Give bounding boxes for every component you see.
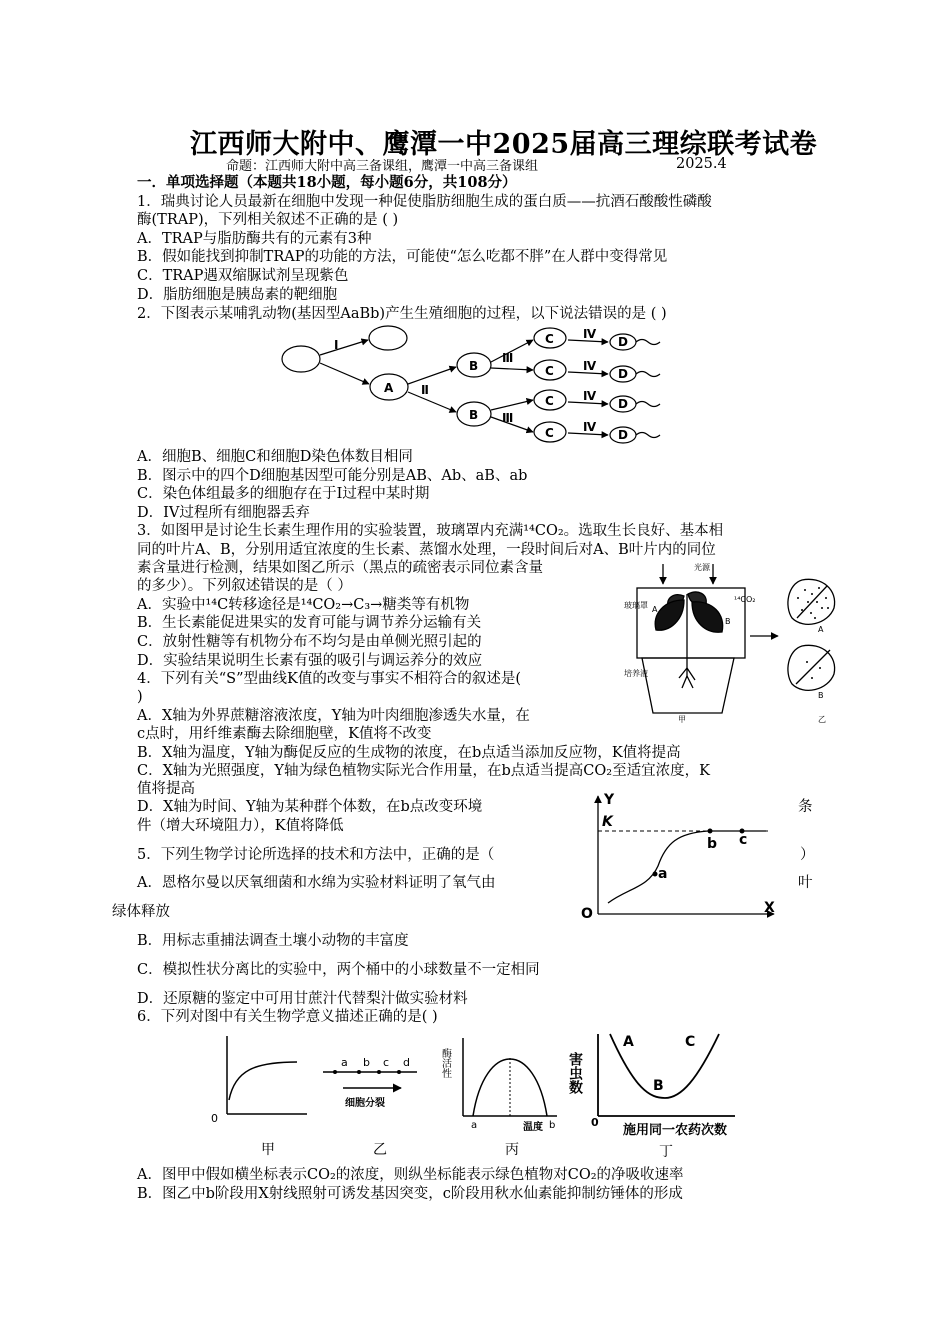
q4-option-d-tail: 条 bbox=[798, 799, 813, 815]
exam-date: 2025.4 bbox=[676, 156, 727, 172]
svg-text:Ⅳ: Ⅳ bbox=[583, 327, 597, 341]
svg-text:0: 0 bbox=[211, 1112, 218, 1125]
q5-option-a-line1: A．恩格尔曼以厌氧细菌和水绵为实验材料证明了氧气由 bbox=[137, 875, 496, 891]
svg-text:Ⅳ: Ⅳ bbox=[583, 359, 597, 373]
svg-text:A: A bbox=[818, 625, 824, 634]
q1-stem-line2: 酶(TRAP)，下列相关叙述不正确的是 ( ) bbox=[137, 212, 399, 228]
q5-stem-tail: ） bbox=[800, 847, 815, 863]
svg-text:细胞分裂: 细胞分裂 bbox=[345, 1098, 385, 1109]
q6-figures bbox=[205, 1030, 745, 1166]
q3-stem-line2: 同的叶片A、B，分别用适宜浓度的生长素、蒸馏水处理，一段时间后对A、B叶片内的同位 bbox=[137, 542, 716, 558]
q2-option-a: A．细胞B、细胞C和细胞D染色体数目相同 bbox=[137, 449, 413, 465]
q4-stem-line1: 4．下列有关“S”型曲线K值的改变与事实不相符合的叙述是( bbox=[137, 671, 521, 687]
q4-option-d-line2: 件（增大环境阻力），K值将降低 bbox=[137, 818, 344, 834]
svg-text:X: X bbox=[764, 900, 775, 916]
svg-text:Ⅲ: Ⅲ bbox=[502, 351, 514, 365]
svg-text:培养液: 培养液 bbox=[624, 669, 648, 678]
svg-text:b: b bbox=[549, 1120, 556, 1131]
q4-option-a-line1: A．X轴为外界蔗糖溶液浓度，Y轴为叶肉细胞渗透失水量，在 bbox=[137, 708, 530, 724]
q1-option-a: A．TRAP与脂肪酶共有的元素有3种 bbox=[137, 231, 372, 247]
svg-text:Ⅳ: Ⅳ bbox=[583, 389, 597, 403]
q6-option-b: B．图乙中b阶段用X射线照射可诱发基因突变，c阶段用秋水仙素能抑制纺锤体的形成 bbox=[137, 1186, 683, 1202]
svg-text:C: C bbox=[685, 1034, 696, 1050]
q4-s-curve-graph bbox=[578, 788, 780, 920]
svg-text:A: A bbox=[384, 381, 394, 395]
q3-stem-line4: 的多少）。下列叙述错误的是（ ） bbox=[137, 578, 352, 594]
q3-option-a: A．实验中¹⁴C转移途径是¹⁴CO₂→C₃→糖类等有机物 bbox=[137, 597, 470, 613]
svg-text:甲: 甲 bbox=[678, 715, 686, 724]
svg-text:Ⅳ: Ⅳ bbox=[583, 420, 597, 434]
svg-text:a: a bbox=[658, 866, 668, 882]
q3-option-c: C．放射性糖等有机物分布不均匀是由单侧光照引起的 bbox=[137, 634, 482, 650]
fig-yi bbox=[323, 1072, 417, 1088]
q2-option-d: D．IV过程所有细胞器丢弃 bbox=[137, 505, 310, 521]
svg-text:B: B bbox=[653, 1078, 664, 1094]
q5-option-d: D．还原糖的鉴定中可用甘蔗汁代替梨汁做实验材料 bbox=[137, 991, 468, 1007]
svg-text:甲: 甲 bbox=[261, 1142, 275, 1158]
svg-text:d: d bbox=[403, 1056, 410, 1069]
q5-option-c: C．模拟性状分离比的实验中，两个桶中的小球数量不一定相同 bbox=[137, 962, 540, 978]
q6-stem: 6．下列对图中有关生物学意义描述正确的是( ) bbox=[137, 1009, 438, 1025]
q3-option-d: D．实验结果说明生长素有强的吸引与调运养分的效应 bbox=[137, 653, 483, 669]
q3-plant-figure bbox=[622, 558, 844, 728]
svg-text:D: D bbox=[618, 428, 628, 442]
q1-option-c: C．TRAP遇双缩脲试剂呈现紫色 bbox=[137, 268, 349, 284]
parent-cell bbox=[282, 346, 320, 372]
svg-text:B: B bbox=[469, 359, 479, 373]
q5-option-a-tail: 叶 bbox=[798, 875, 813, 891]
svg-text:Ⅲ: Ⅲ bbox=[502, 411, 514, 425]
svg-text:B: B bbox=[725, 617, 731, 626]
svg-text:C: C bbox=[545, 394, 554, 408]
q1-option-b: B．假如能找到抑制TRAP的功能的方法，可能使“怎么吃都不胖”在人群中变得常见 bbox=[137, 249, 668, 265]
section-heading: 一．单项选择题（本题共18小题，每小题6分，共108分） bbox=[137, 174, 517, 191]
page-subtitle: 命题：江西师大附中高三备课组，鹰潭一中高三备课组 bbox=[226, 159, 539, 174]
fig-ding bbox=[598, 1034, 735, 1116]
svg-text:C: C bbox=[545, 364, 554, 378]
q4-stem-line2: ) bbox=[137, 689, 143, 705]
svg-text:C: C bbox=[545, 426, 554, 440]
leaf-a bbox=[788, 579, 835, 624]
q4-option-b: B．X轴为温度，Y轴为酶促反应的生成物的浓度，在b点适当添加反应物，K值将提高 bbox=[137, 745, 681, 761]
q3-stem-line1: 3．如图甲是讨论生长素生理作用的实验装置，玻璃罩内充满¹⁴CO₂。选取生长良好、基本相 bbox=[137, 523, 724, 539]
svg-text:a: a bbox=[471, 1120, 478, 1131]
svg-text:乙: 乙 bbox=[818, 715, 826, 724]
svg-text:I: I bbox=[334, 338, 339, 352]
svg-text:a: a bbox=[341, 1056, 348, 1069]
q4-option-c-line1: C．X轴为光照强度，Y轴为绿色植物实际光合作用量，在b点适当提高CO₂至适宜浓度，K bbox=[137, 763, 710, 779]
q2-meiosis-diagram bbox=[278, 322, 678, 450]
svg-text:D: D bbox=[618, 367, 628, 381]
svg-text:害虫数: 害虫数 bbox=[567, 1052, 583, 1094]
q2-option-b: B．图示中的四个D细胞基因型可能分别是AB、Ab、aB、ab bbox=[137, 468, 528, 484]
q1-option-d: D．脂肪细胞是胰岛素的靶细胞 bbox=[137, 287, 338, 303]
fig-jia bbox=[227, 1036, 307, 1114]
q4-option-a-line2: c点时，用纤维素酶去除细胞壁，K值将不改变 bbox=[137, 726, 432, 742]
svg-text:丙: 丙 bbox=[505, 1142, 519, 1158]
svg-text:b: b bbox=[363, 1056, 370, 1069]
page-title: 江西师大附中、鹰潭一中2025届高三理综联考试卷 bbox=[190, 129, 818, 160]
q3-option-b: B．生长素能促进果实的发育可能与调节养分运输有关 bbox=[137, 615, 482, 631]
fig-bing bbox=[463, 1038, 557, 1116]
svg-text:施用同一农药次数: 施用同一农药次数 bbox=[623, 1123, 728, 1138]
q5-option-b: B．用标志重捕法调查土壤小动物的丰富度 bbox=[137, 933, 409, 949]
q6-option-a: A．图甲中假如横坐标表示CO₂的浓度，则纵坐标能表示绿色植物对CO₂的净吸收速率 bbox=[137, 1167, 684, 1183]
svg-text:¹⁴CO₂: ¹⁴CO₂ bbox=[734, 595, 756, 604]
svg-text:Ⅱ: Ⅱ bbox=[421, 383, 429, 397]
q4-option-d-line1: D．X轴为时间、Y轴为某种群个体数，在b点改变环境 bbox=[137, 799, 483, 815]
svg-text:A: A bbox=[623, 1034, 634, 1050]
svg-text:D: D bbox=[618, 335, 628, 349]
svg-text:c: c bbox=[383, 1056, 390, 1069]
q5-option-a-line2: 绿体释放 bbox=[112, 904, 170, 920]
q2-option-c: C．染色体组最多的细胞存在于I过程中某时期 bbox=[137, 486, 430, 502]
svg-text:丁: 丁 bbox=[659, 1144, 673, 1160]
svg-text:光源: 光源 bbox=[694, 563, 710, 572]
svg-text:Y: Y bbox=[604, 792, 615, 808]
q3-stem-line3: 素含量进行检测，结果如图乙所示（黑点的疏密表示同位素含量 bbox=[137, 560, 543, 576]
q1-stem-line1: 1．瑞典讨论人员最新在细胞中发现一种促使脂肪细胞生成的蛋白质——抗酒石酸酸性磷酸 bbox=[137, 194, 712, 210]
q4-option-c-line2: 值将提高 bbox=[137, 781, 195, 797]
svg-text:B: B bbox=[818, 691, 824, 700]
svg-text:酶活性: 酶活性 bbox=[439, 1048, 451, 1078]
q5-stem: 5．下列生物学讨论所选择的技术和方法中，正确的是（ bbox=[137, 847, 495, 863]
svg-text:K: K bbox=[602, 814, 613, 830]
svg-text:温度: 温度 bbox=[523, 1122, 543, 1133]
q2-stem: 2．下图表示某哺乳动物(基因型AaBb)产生生殖细胞的过程，以下说法错误的是 ( ) bbox=[137, 306, 667, 322]
svg-text:C: C bbox=[545, 332, 554, 346]
svg-text:c: c bbox=[739, 832, 748, 848]
svg-text:乙: 乙 bbox=[373, 1142, 387, 1158]
svg-text:0: 0 bbox=[591, 1116, 599, 1129]
svg-text:b: b bbox=[707, 836, 718, 852]
svg-text:O: O bbox=[581, 906, 593, 920]
svg-text:B: B bbox=[469, 408, 479, 422]
svg-text:A: A bbox=[652, 605, 658, 614]
svg-text:D: D bbox=[618, 397, 628, 411]
svg-text:玻璃罩: 玻璃罩 bbox=[624, 601, 648, 610]
